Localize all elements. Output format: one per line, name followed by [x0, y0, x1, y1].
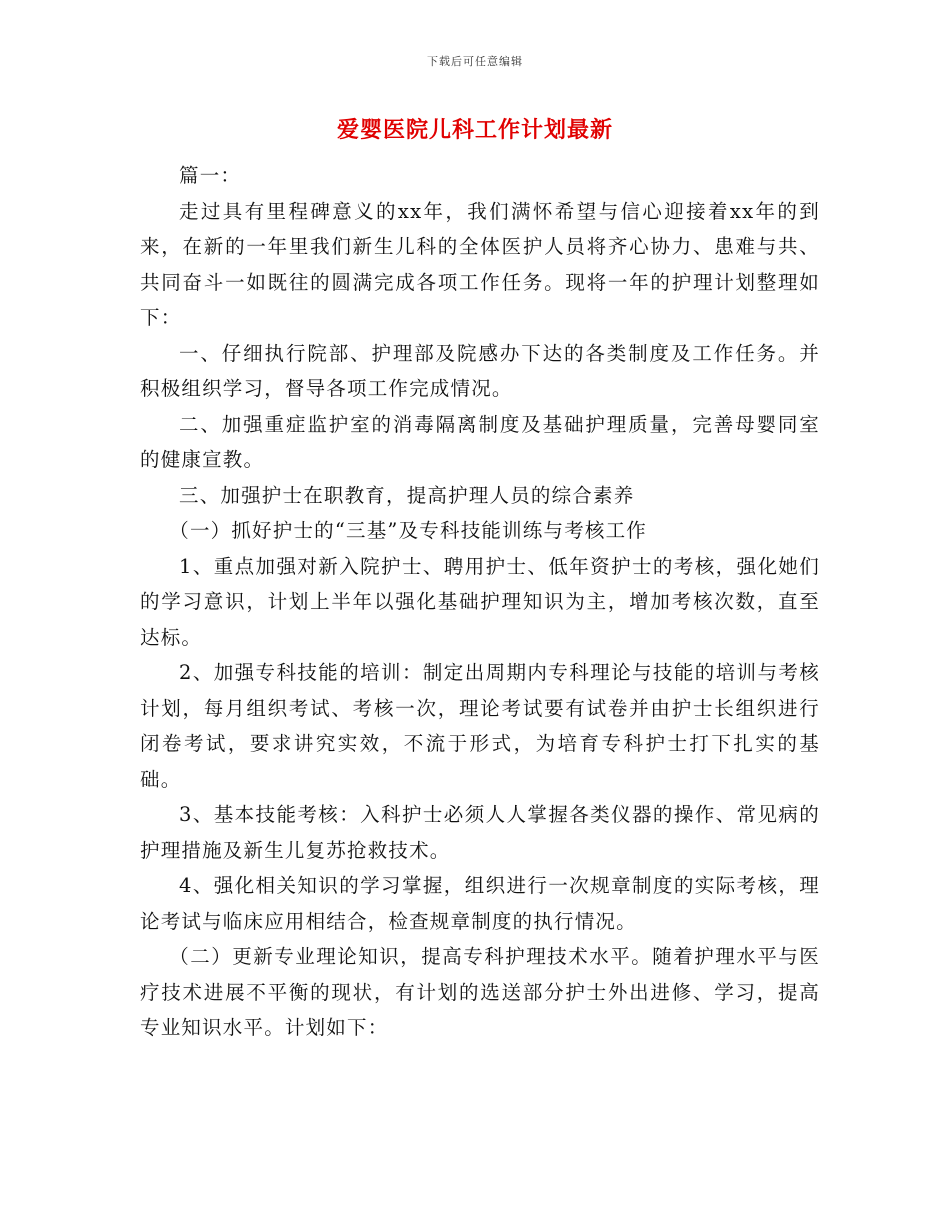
- paragraph-item-3: 三、加强护士在职教育，提高护理人员的综合素养: [179, 483, 635, 507]
- page-header-note: 下载后可任意编辑: [427, 55, 523, 68]
- paragraph-subitem-2: （二）更新专业理论知识，提高专科护理技术水平。随着护理水平与医疗技术进展不平衡的现状，有计划的选送部分护士外出进修、学习，提高专业知识水平。计划如下：: [140, 945, 820, 1039]
- paragraph-point-1: 1、重点加强对新入院护士、聘用护士、低年资护士的考核，强化她们的学习意识，计划上半年以强化基础护理知识为主，增加考核次数，直至达标。: [140, 554, 820, 649]
- document-title: 爱婴医院儿科工作计划最新: [336, 117, 613, 143]
- paragraph-item-1: 一、仔细执行院部、护理部及院感办下达的各类制度及工作任务。并积极组织学习，督导各项工作完成情况。: [140, 341, 820, 400]
- paragraph-section-heading: 篇一：: [179, 164, 242, 187]
- paragraph-point-3: 3、基本技能考核：入科护士必须人人掌握各类仪器的操作、常见病的护理措施及新生儿复苏抢救技术。: [140, 803, 820, 862]
- paragraph-item-2: 二、加强重症监护室的消毒隔离制度及基础护理质量，完善母婴同室的健康宣教。: [140, 412, 820, 471]
- paragraph-intro: 走过具有里程碑意义的xx年，我们满怀希望与信心迎接着xx年的到来，在新的一年里我们新生儿科的全体医护人员将齐心协力、患难与共、共同奋斗一如既往的圆满完成各项工作任务。现将一年的护理计划整理如下：: [140, 199, 820, 329]
- paragraph-point-4: 4、强化相关知识的学习掌握，组织进行一次规章制度的实际考核，理论考试与临床应用相结合，检查规章制度的执行情况。: [140, 874, 820, 933]
- document-body: [140, 158, 820, 1046]
- paragraph-point-2: 2、加强专科技能的培训：制定出周期内专科理论与技能的培训与考核计划，每月组织考试、考核一次，理论考试要有试卷并由护士长组织进行闭卷考试，要求讲究实效，不流于形式，为培育专科护士打下扎实的基础。: [140, 661, 820, 791]
- paragraph-subitem-1: （一）抓好护士的“三基”及专科技能训练与考核工作: [169, 519, 647, 542]
